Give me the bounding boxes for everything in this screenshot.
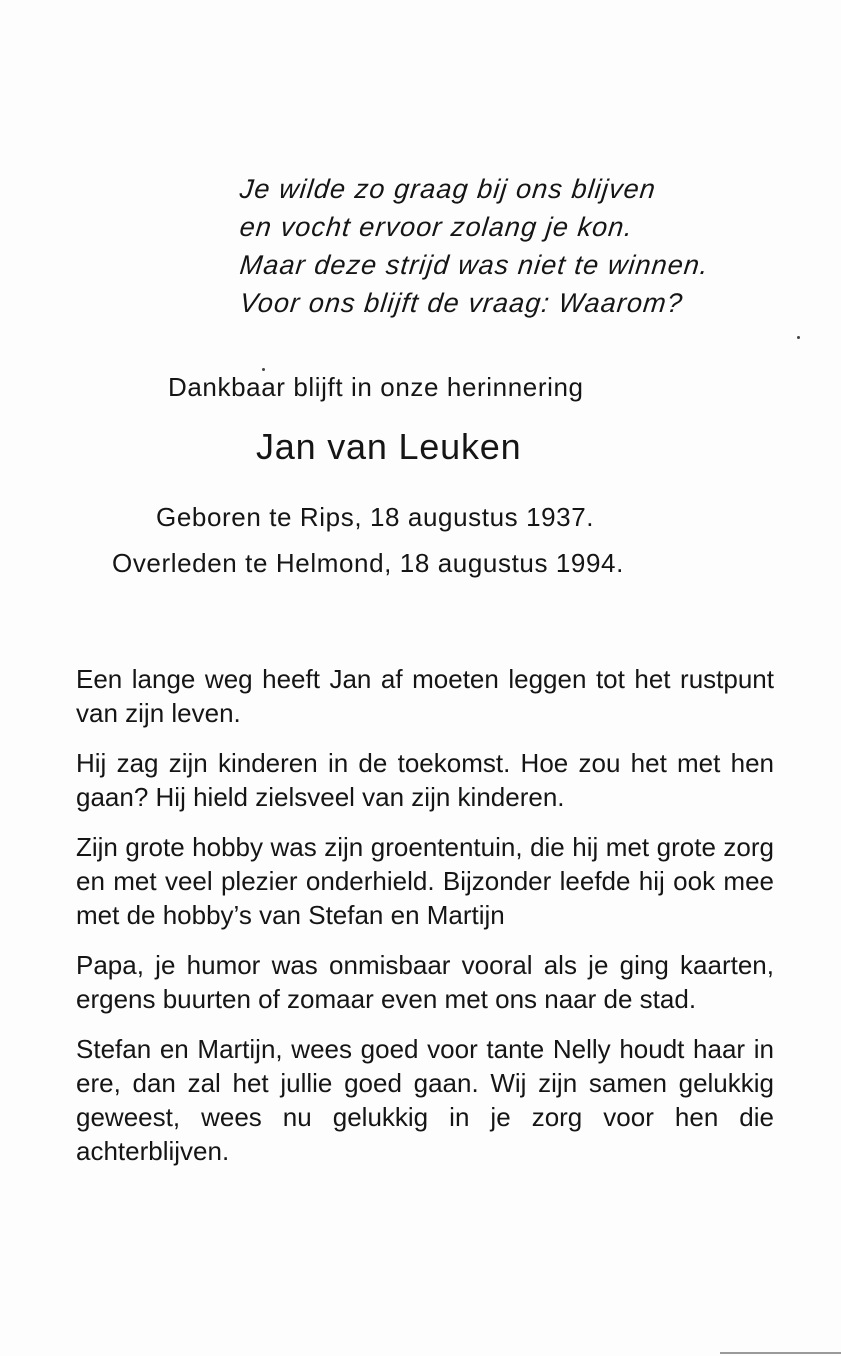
- poem: [240, 170, 800, 322]
- memorial-intro: Dankbaar blijft in onze herinnering: [168, 372, 584, 402]
- scan-speck: [262, 368, 265, 371]
- scan-edge-line: [720, 1352, 841, 1354]
- paragraph: Hij zag zijn kinderen in de toekomst. Hoe zou het met hen gaan? Hij hield zielsveel van zijn kinderen.: [76, 748, 774, 812]
- paragraph: Een lange weg heeft Jan af moeten leggen tot het rustpunt van zijn leven.: [76, 664, 774, 728]
- poem-line: Maar deze strijd was niet te winnen.: [238, 250, 711, 280]
- deceased-name: Jan van Leuken: [256, 426, 522, 467]
- death-line: Overleden te Helmond, 18 augustus 1994.: [112, 548, 624, 578]
- scan-speck: [797, 336, 800, 339]
- paragraph: Papa, je humor was onmisbaar vooral als je ging kaarten, ergens buurten of zomaar even met ons naar de stad.: [76, 950, 774, 1014]
- poem-line: Je wilde zo graag bij ons blijven: [238, 174, 658, 204]
- paragraph: Stefan en Martijn, wees goed voor tante Nelly houdt haar in ere, dan zal het jullie goed gaan. Wij zijn samen gelukkig geweest, wees nu gelukkig in je zorg voor hen die achterblijven.: [76, 1034, 774, 1166]
- poem-line: Voor ons blijft de vraag: Waarom?: [238, 288, 685, 318]
- poem-line: en vocht ervoor zolang je kon.: [238, 212, 635, 242]
- paragraph: Zijn grote hobby was zijn groententuin, die hij met grote zorg en met veel plezier onderhield. Bijzonder leefde hij ook mee met de hobby’s van Stefan en Martijn: [76, 832, 774, 930]
- birth-line: Geboren te Rips, 18 augustus 1937.: [156, 502, 595, 532]
- body-text: [76, 662, 774, 1184]
